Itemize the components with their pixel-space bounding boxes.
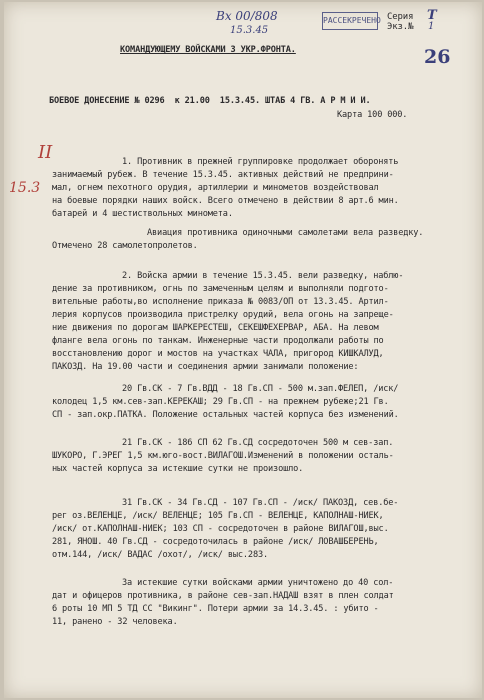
losses-line: 6 роты 10 МП 5 ТД СС "Викинг". Потери армии за 14.3.45. : убито - [52, 604, 379, 614]
p2-line: лерия корпусов производила пристрелку орудий, вела огонь на запреще- [52, 310, 394, 320]
margin-roman-mark: II [38, 142, 53, 163]
p2-line: вительные работы,во исполнение приказа № 0083/ОП от 13.3.45. Артил- [52, 297, 389, 307]
p1-line: на боевые порядки наших войск. Всего отмечено в действии 8 арт.6 мин. [52, 196, 399, 206]
registration-date: 15.3.45 [230, 25, 269, 36]
p2-line: дение за противником, огнь по замеченным целям и выполняли подгото- [52, 284, 389, 294]
corps20-line: колодец 1,5 км.сев-зап.КЕРЕКАШ; 29 Гв.СП - на прежнем рубеже;21 Гв. [52, 397, 389, 407]
p1-line: 1. Противник в прежней группировке продолжает оборонять [122, 157, 399, 167]
corps21-line: ШУКОРО, Г.ЭРЕГ 1,5 км.юго-вост.ВИЛАГОШ.Изменений в положении осталь- [52, 451, 394, 461]
declassified-stamp: РАССЕКРЕЧЕНО [322, 12, 378, 30]
corps20-line: 20 Гв.СК - 7 Гв.ВДД - 18 Гв.СП - 500 м.зап.ФЕЛЕП, /иск/ [122, 384, 399, 394]
p2-line: фланге вела огонь по танкам. Инженерные части продолжали работы по [52, 336, 384, 346]
corps20-line: СП - зап.окр.ПАТКА. Положение остальных частей корпуса без изменений. [52, 410, 399, 420]
p2-line: восстановлению дорог и мостов на участках ЧАЛА, пригород КИШКАЛУД, [52, 349, 384, 359]
copy-label: Экз.№ [387, 22, 414, 32]
losses-line: 11, ранено - 32 человека. [52, 617, 178, 627]
addressee: КОМАНДУЮЩЕМУ ВОЙСКАМИ 3 УКР.ФРОНТА. [120, 45, 296, 55]
margin-date-mark: 15.3 [9, 180, 41, 196]
series-value: Т [427, 8, 437, 23]
p1b-line: Авиация противника одиночными самолетами вела разведку. [147, 228, 424, 238]
report-heading: БОЕВОЕ ДОНЕСЕНИЕ № 0296 к 21.00 15.3.45. ШТАБ 4 ГВ. А Р М И И. [49, 96, 371, 106]
losses-line: За истекшие сутки войсками армии уничтожено до 40 сол- [122, 578, 394, 588]
series-label: Серия [387, 12, 414, 22]
p1-line: батарей и 4 шестиствольных миномета. [52, 209, 233, 219]
corps31-line: 281, ЯНОШ. 40 Гв.СД - сосредоточилась в районе /иск/ ЛОВАШБЕРЕНЬ, [52, 537, 379, 547]
document-page [4, 2, 482, 698]
p2-line: 2. Войска армии в течение 15.3.45. вели разведку, наблю- [122, 271, 404, 281]
p1b-line: Отмечено 28 самолетопролетов. [52, 241, 198, 251]
map-scale: Карта 100 000. [337, 110, 408, 120]
registration-number: Вх 00/808 [216, 9, 278, 23]
p2-line: ПАКОЗД. На 19.00 части и соединения армии занимали положение: [52, 362, 359, 372]
losses-line: дат и офицеров противника, в районе сев-зап.НАДАШ взят в плен солдат [52, 591, 394, 601]
corps31-line: рег оз.ВЕЛЕНЦЕ, /иск/ ВЕЛЕНЦЕ; 105 Гв.СП - ВЕЛЕНЦЕ, КАПОЛНАШ-НИЕК, [52, 511, 384, 521]
page-number: 26 [424, 46, 451, 68]
copy-value: 1 [428, 21, 435, 32]
p2-line: ние движения по дорогам ШАРКЕРЕСТЕШ, СЕКЕШФЕХЕРВАР, АБА. На левом [52, 323, 379, 333]
p1-line: мал, огнем пехотного орудия, артиллерии и минометов воздействовал [52, 183, 379, 193]
corps21-line: 21 Гв.СК - 186 СП 62 Гв.СД сосредоточен 500 м сев-зап. [122, 438, 394, 448]
p1-line: занимаемый рубеж. В течение 15.3.45. активных действий не предприни- [52, 170, 394, 180]
corps21-line: ных частей корпуса за истекшие сутки не произошло. [52, 464, 304, 474]
corps31-line: отм.144, /иск/ ВАДАС /охот/, /иск/ выс.283. [52, 550, 269, 560]
corps31-line: 31 Гв.СК - 34 Гв.СД - 107 Гв.СП - /иск/ ПАКОЗД, сев.бе- [122, 498, 399, 508]
corps31-line: /иск/ от.КАПОЛНАШ-НИЕК; 103 СП - сосредоточен в районе ВИЛАГОШ,выс. [52, 524, 389, 534]
